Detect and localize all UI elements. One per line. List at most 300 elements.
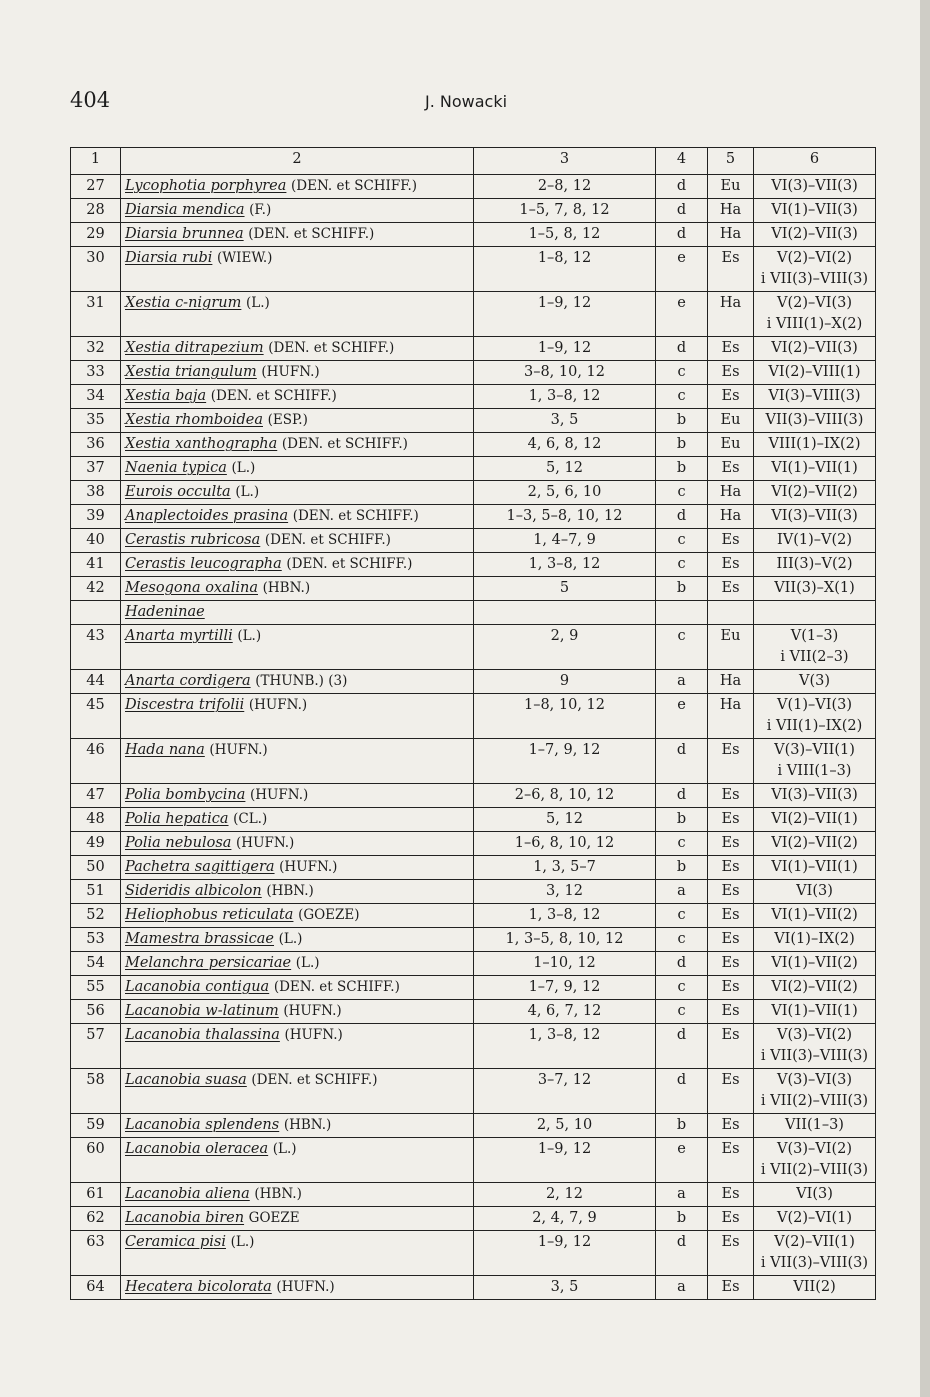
species-name: Naenia typica (125, 460, 227, 476)
table-row (71, 199, 876, 223)
frequency-cell (656, 1207, 708, 1231)
flight-period: VI(1)–VII(1) (771, 1003, 858, 1019)
range-cell (708, 175, 754, 199)
species-cell (121, 385, 474, 409)
species-cell (121, 1276, 474, 1300)
flight-period: VI(1)–VII(3) (771, 202, 858, 218)
species-name: Lacanobia w-latinum (125, 1003, 279, 1019)
range-value: Es (721, 931, 740, 947)
row-number-cell (71, 739, 121, 784)
table-row (71, 976, 876, 1000)
localities-value: 1–5, 8, 12 (528, 226, 601, 242)
row-number-cell (71, 1069, 121, 1114)
row-number: 30 (86, 250, 105, 266)
flight-period: IV(1)–V(2) (777, 532, 852, 548)
flight-period-second: i VII(2)–VIII(3) (760, 1162, 869, 1178)
range-cell (708, 952, 754, 976)
species-cell (121, 808, 474, 832)
table-row (71, 1183, 876, 1207)
frequency-value: c (677, 1003, 686, 1019)
range-cell (708, 784, 754, 808)
flight-period-cell (754, 784, 876, 808)
localities-cell (474, 1207, 656, 1231)
row-number: 54 (86, 955, 105, 971)
species-author: (HUFN.) (283, 1003, 342, 1019)
localities-cell (474, 976, 656, 1000)
localities-cell (474, 292, 656, 337)
row-number: 40 (86, 532, 105, 548)
range-value: Ha (719, 226, 742, 242)
table-header-row (71, 148, 876, 175)
species-author: (HBN.) (254, 1186, 302, 1202)
row-number-cell (71, 928, 121, 952)
frequency-value: e (677, 1141, 686, 1157)
row-number: 28 (86, 202, 105, 218)
flight-period-cell (754, 1231, 876, 1276)
table-row (71, 784, 876, 808)
range-cell (708, 739, 754, 784)
range-cell (708, 385, 754, 409)
range-cell (708, 292, 754, 337)
species-author: (DEN. et SCHIFF.) (291, 178, 418, 194)
range-cell (708, 247, 754, 292)
flight-period-second: i VII(3)–VIII(3) (760, 271, 869, 287)
frequency-value: a (677, 1279, 686, 1295)
localities-cell (474, 409, 656, 433)
table-row (71, 481, 876, 505)
row-number-cell (71, 553, 121, 577)
localities-value: 4, 6, 7, 12 (527, 1003, 602, 1019)
frequency-value: c (677, 628, 686, 644)
range-value: Es (721, 811, 740, 827)
row-number: 56 (86, 1003, 105, 1019)
range-cell (708, 409, 754, 433)
species-name: Discestra trifolii (125, 697, 245, 713)
table-row (71, 223, 876, 247)
localities-cell (474, 385, 656, 409)
localities-cell (474, 670, 656, 694)
flight-period: VII(1–3) (785, 1117, 844, 1133)
range-value: Es (721, 1186, 740, 1202)
row-number: 34 (86, 388, 105, 404)
species-cell (121, 409, 474, 433)
localities-value: 2, 5, 10 (536, 1117, 593, 1133)
flight-period: VI(1)–VII(1) (771, 859, 858, 875)
flight-period-cell (754, 553, 876, 577)
row-number: 36 (86, 436, 105, 452)
species-author: (HUFN.) (279, 859, 338, 875)
flight-period: VI(1)–IX(2) (774, 931, 855, 947)
frequency-value: c (677, 484, 686, 500)
range-value: Es (721, 388, 740, 404)
flight-period-cell (754, 385, 876, 409)
species-name: Xestia baja (125, 388, 207, 404)
species-author: (HUFN.) (284, 1027, 343, 1043)
species-cell (121, 880, 474, 904)
species-author: (DEN. et SCHIFF.) (264, 532, 391, 548)
localities-cell (474, 577, 656, 601)
range-value: Es (721, 1141, 740, 1157)
range-cell (708, 601, 754, 625)
localities-cell (474, 1114, 656, 1138)
flight-period: V(1)–VI(3) (777, 697, 852, 713)
row-number: 50 (86, 859, 105, 875)
frequency-cell (656, 199, 708, 223)
frequency-cell (656, 670, 708, 694)
localities-cell (474, 361, 656, 385)
localities-value: 2, 4, 7, 9 (532, 1210, 597, 1226)
species-name: Diarsia rubi (125, 250, 213, 266)
species-author: (WIEW.) (216, 250, 273, 266)
flight-period-second: i VII(3)–VIII(3) (760, 1255, 869, 1271)
range-cell (708, 832, 754, 856)
localities-cell (474, 1138, 656, 1183)
range-value: Es (721, 1279, 740, 1295)
species-author: (L.) (230, 1234, 255, 1250)
species-cell (121, 199, 474, 223)
flight-period-cell (754, 292, 876, 337)
species-author: (DEN. et SCHIFF.) (286, 556, 413, 572)
table-row (71, 670, 876, 694)
table-body (71, 148, 876, 1300)
frequency-value: d (676, 1234, 687, 1250)
species-cell (121, 1183, 474, 1207)
column-header: 1 (71, 148, 121, 175)
species-cell (121, 292, 474, 337)
localities-value: 2, 12 (546, 1186, 583, 1202)
frequency-value: b (676, 460, 687, 476)
flight-period: V(3) (798, 673, 830, 689)
flight-period: VI(2)–VII(3) (771, 226, 858, 242)
localities-cell (474, 601, 656, 625)
frequency-cell (656, 409, 708, 433)
range-cell (708, 337, 754, 361)
range-cell (708, 1114, 754, 1138)
localities-value: 1, 4–7, 9 (533, 532, 596, 548)
running-head: J. Nowacki (425, 92, 508, 111)
table-row (71, 1207, 876, 1231)
frequency-cell (656, 1183, 708, 1207)
range-value: Es (721, 340, 740, 356)
frequency-cell (656, 1138, 708, 1183)
range-value: Es (721, 1072, 740, 1088)
flight-period-second: i VII(2)–VIII(3) (760, 1093, 869, 1109)
frequency-cell (656, 481, 708, 505)
species-name: Polia bombycina (125, 787, 246, 803)
frequency-value: c (677, 388, 686, 404)
localities-cell (474, 904, 656, 928)
frequency-cell (656, 247, 708, 292)
species-name: Lacanobia suasa (125, 1072, 247, 1088)
range-cell (708, 856, 754, 880)
flight-period-cell (754, 337, 876, 361)
row-number-cell (71, 904, 121, 928)
localities-value: 2–8, 12 (537, 178, 592, 194)
species-author: (DEN. et SCHIFF.) (281, 436, 408, 452)
localities-value: 1–3, 5–8, 10, 12 (506, 508, 623, 524)
localities-cell (474, 1276, 656, 1300)
row-number-cell (71, 856, 121, 880)
localities-value: 3, 5 (550, 412, 579, 428)
row-number: 59 (86, 1117, 105, 1133)
species-name: Polia nebulosa (125, 835, 232, 851)
localities-value: 1, 3, 5–7 (533, 859, 596, 875)
row-number-cell (71, 1207, 121, 1231)
species-name: Diarsia brunnea (125, 226, 244, 242)
localities-cell (474, 808, 656, 832)
flight-period-cell (754, 1183, 876, 1207)
species-name: Xestia rhomboidea (125, 412, 263, 428)
row-number-cell (71, 625, 121, 670)
species-name: Mesogona oxalina (125, 580, 259, 596)
row-number-cell (71, 1276, 121, 1300)
range-value: Es (721, 1234, 740, 1250)
flight-period-cell (754, 529, 876, 553)
row-number-cell (71, 175, 121, 199)
range-cell (708, 976, 754, 1000)
row-number-cell (71, 247, 121, 292)
row-number: 38 (86, 484, 105, 500)
species-cell (121, 1000, 474, 1024)
species-author: (ESP.) (267, 412, 308, 428)
range-cell (708, 505, 754, 529)
species-name: Eurois occulta (125, 484, 231, 500)
frequency-cell (656, 292, 708, 337)
flight-period: VI(2)–VII(3) (771, 340, 858, 356)
row-number-cell (71, 808, 121, 832)
frequency-value: c (677, 364, 686, 380)
species-name: Melanchra persicariae (125, 955, 292, 971)
range-value: Ha (719, 697, 742, 713)
species-name: Lacanobia contigua (125, 979, 270, 995)
row-number-cell (71, 1138, 121, 1183)
species-author: (L.) (245, 295, 270, 311)
localities-value: 1–9, 12 (537, 1234, 592, 1250)
row-number-cell (71, 529, 121, 553)
frequency-value: d (676, 742, 687, 758)
flight-period-cell (754, 694, 876, 739)
species-cell (121, 577, 474, 601)
row-number: 32 (86, 340, 105, 356)
flight-period: VII(3)–X(1) (774, 580, 855, 596)
localities-cell (474, 481, 656, 505)
flight-period: V(2)–VI(3) (777, 295, 852, 311)
localities-cell (474, 505, 656, 529)
localities-value: 1, 3–8, 12 (528, 1027, 601, 1043)
column-header: 4 (656, 148, 708, 175)
row-number: 33 (86, 364, 105, 380)
row-number-cell (71, 694, 121, 739)
frequency-cell (656, 856, 708, 880)
range-cell (708, 694, 754, 739)
localities-value: 3–7, 12 (537, 1072, 592, 1088)
localities-cell (474, 952, 656, 976)
species-name: Diarsia mendica (125, 202, 245, 218)
table-row (71, 361, 876, 385)
species-author: (HBN.) (266, 883, 314, 899)
species-table (70, 147, 876, 1300)
row-number: 55 (86, 979, 105, 995)
frequency-cell (656, 553, 708, 577)
row-number: 45 (86, 697, 105, 713)
species-author: (GOEZE) (298, 907, 360, 923)
row-number: 29 (86, 226, 105, 242)
range-value: Es (721, 364, 740, 380)
flight-period-cell (754, 1276, 876, 1300)
range-cell (708, 433, 754, 457)
flight-period: VI(2)–VII(2) (771, 484, 858, 500)
frequency-cell (656, 505, 708, 529)
row-number-cell (71, 223, 121, 247)
range-value: Es (721, 250, 740, 266)
flight-period: VII(2) (793, 1279, 836, 1295)
flight-period: VI(3)–VII(3) (771, 787, 858, 803)
range-cell (708, 223, 754, 247)
species-name: Cerastis leucographa (125, 556, 282, 572)
frequency-value: a (677, 1186, 686, 1202)
species-cell (121, 952, 474, 976)
flight-period-cell (754, 739, 876, 784)
row-number: 39 (86, 508, 105, 524)
frequency-cell (656, 1069, 708, 1114)
row-number: 41 (86, 556, 105, 572)
species-cell (121, 976, 474, 1000)
frequency-value: b (676, 580, 687, 596)
range-value: Es (721, 979, 740, 995)
frequency-cell (656, 577, 708, 601)
table-row (71, 1069, 876, 1114)
species-cell (121, 505, 474, 529)
flight-period-cell (754, 505, 876, 529)
species-cell (121, 529, 474, 553)
species-author: (DEN. et SCHIFF.) (268, 340, 395, 356)
species-name: Xestia ditrapezium (125, 340, 264, 356)
flight-period: VI(1)–VII(2) (771, 955, 858, 971)
frequency-cell (656, 976, 708, 1000)
localities-value: 1, 3–8, 12 (528, 556, 601, 572)
species-name: Mamestra brassicae (125, 931, 275, 947)
species-author: (HUFN.) (209, 742, 268, 758)
frequency-value: d (676, 955, 687, 971)
range-value: Ha (719, 295, 742, 311)
frequency-value: e (677, 295, 686, 311)
frequency-value: b (676, 1210, 687, 1226)
table-row (71, 247, 876, 292)
species-cell (121, 784, 474, 808)
row-number: 47 (86, 787, 105, 803)
localities-cell (474, 199, 656, 223)
row-number: 43 (86, 628, 105, 644)
species-name: Xestia xanthographa (125, 436, 278, 452)
range-value: Ha (719, 673, 742, 689)
range-value: Es (721, 907, 740, 923)
species-cell (121, 1231, 474, 1276)
species-name: Anarta cordigera (125, 673, 251, 689)
row-number: 60 (86, 1141, 105, 1157)
table-row (71, 904, 876, 928)
species-cell (121, 856, 474, 880)
localities-cell (474, 784, 656, 808)
localities-value: 3–8, 10, 12 (523, 364, 606, 380)
frequency-value: d (676, 1027, 687, 1043)
flight-period-cell (754, 1138, 876, 1183)
range-value: Eu (720, 436, 741, 452)
frequency-cell (656, 1276, 708, 1300)
species-author: (L.) (231, 460, 256, 476)
flight-period: VII(3)–VIII(3) (765, 412, 864, 428)
frequency-value: d (676, 787, 687, 803)
flight-period-cell (754, 952, 876, 976)
species-cell (121, 625, 474, 670)
table-row (71, 1024, 876, 1069)
flight-period: VI(3)–VIII(3) (768, 388, 861, 404)
frequency-cell (656, 625, 708, 670)
flight-period: V(2)–VII(1) (774, 1234, 855, 1250)
flight-period-cell (754, 409, 876, 433)
range-value: Es (721, 556, 740, 572)
species-author: (HUFN.) (261, 364, 320, 380)
column-header: 3 (474, 148, 656, 175)
frequency-cell (656, 1024, 708, 1069)
frequency-cell (656, 337, 708, 361)
frequency-cell (656, 223, 708, 247)
species-cell (121, 457, 474, 481)
localities-value: 1–6, 8, 10, 12 (514, 835, 615, 851)
range-cell (708, 553, 754, 577)
species-name: Hada nana (125, 742, 205, 758)
frequency-value: e (677, 250, 686, 266)
flight-period: V(3)–VI(2) (777, 1141, 852, 1157)
table-row (71, 577, 876, 601)
range-cell (708, 577, 754, 601)
species-cell (121, 904, 474, 928)
row-number-cell (71, 784, 121, 808)
localities-cell (474, 832, 656, 856)
row-number: 57 (86, 1027, 105, 1043)
row-number-cell (71, 670, 121, 694)
range-value: Es (721, 1003, 740, 1019)
flight-period: VI(1)–VII(1) (771, 460, 858, 476)
row-number: 46 (86, 742, 105, 758)
flight-period-cell (754, 577, 876, 601)
row-number: 63 (86, 1234, 105, 1250)
frequency-cell (656, 694, 708, 739)
row-number: 37 (86, 460, 105, 476)
localities-value: 3, 5 (550, 1279, 579, 1295)
species-author: (HUFN.) (248, 697, 308, 713)
row-number-cell (71, 505, 121, 529)
range-cell (708, 928, 754, 952)
frequency-value: a (677, 673, 686, 689)
row-number: 48 (86, 811, 105, 827)
row-number: 49 (86, 835, 105, 851)
flight-period: V(2)–VI(2) (777, 250, 852, 266)
table-row (71, 385, 876, 409)
species-name: Lacanobia oleracea (125, 1141, 269, 1157)
frequency-cell (656, 433, 708, 457)
species-cell (121, 1207, 474, 1231)
range-cell (708, 1000, 754, 1024)
localities-cell (474, 739, 656, 784)
row-number: 27 (86, 178, 105, 194)
row-number-cell (71, 1231, 121, 1276)
species-cell (121, 481, 474, 505)
localities-value: 4, 6, 8, 12 (527, 436, 602, 452)
localities-value: 1–5, 7, 8, 12 (519, 202, 610, 218)
flight-period: VI(3) (796, 883, 833, 899)
localities-value: 1–7, 9, 12 (528, 979, 601, 995)
species-author: (L.) (272, 1141, 297, 1157)
